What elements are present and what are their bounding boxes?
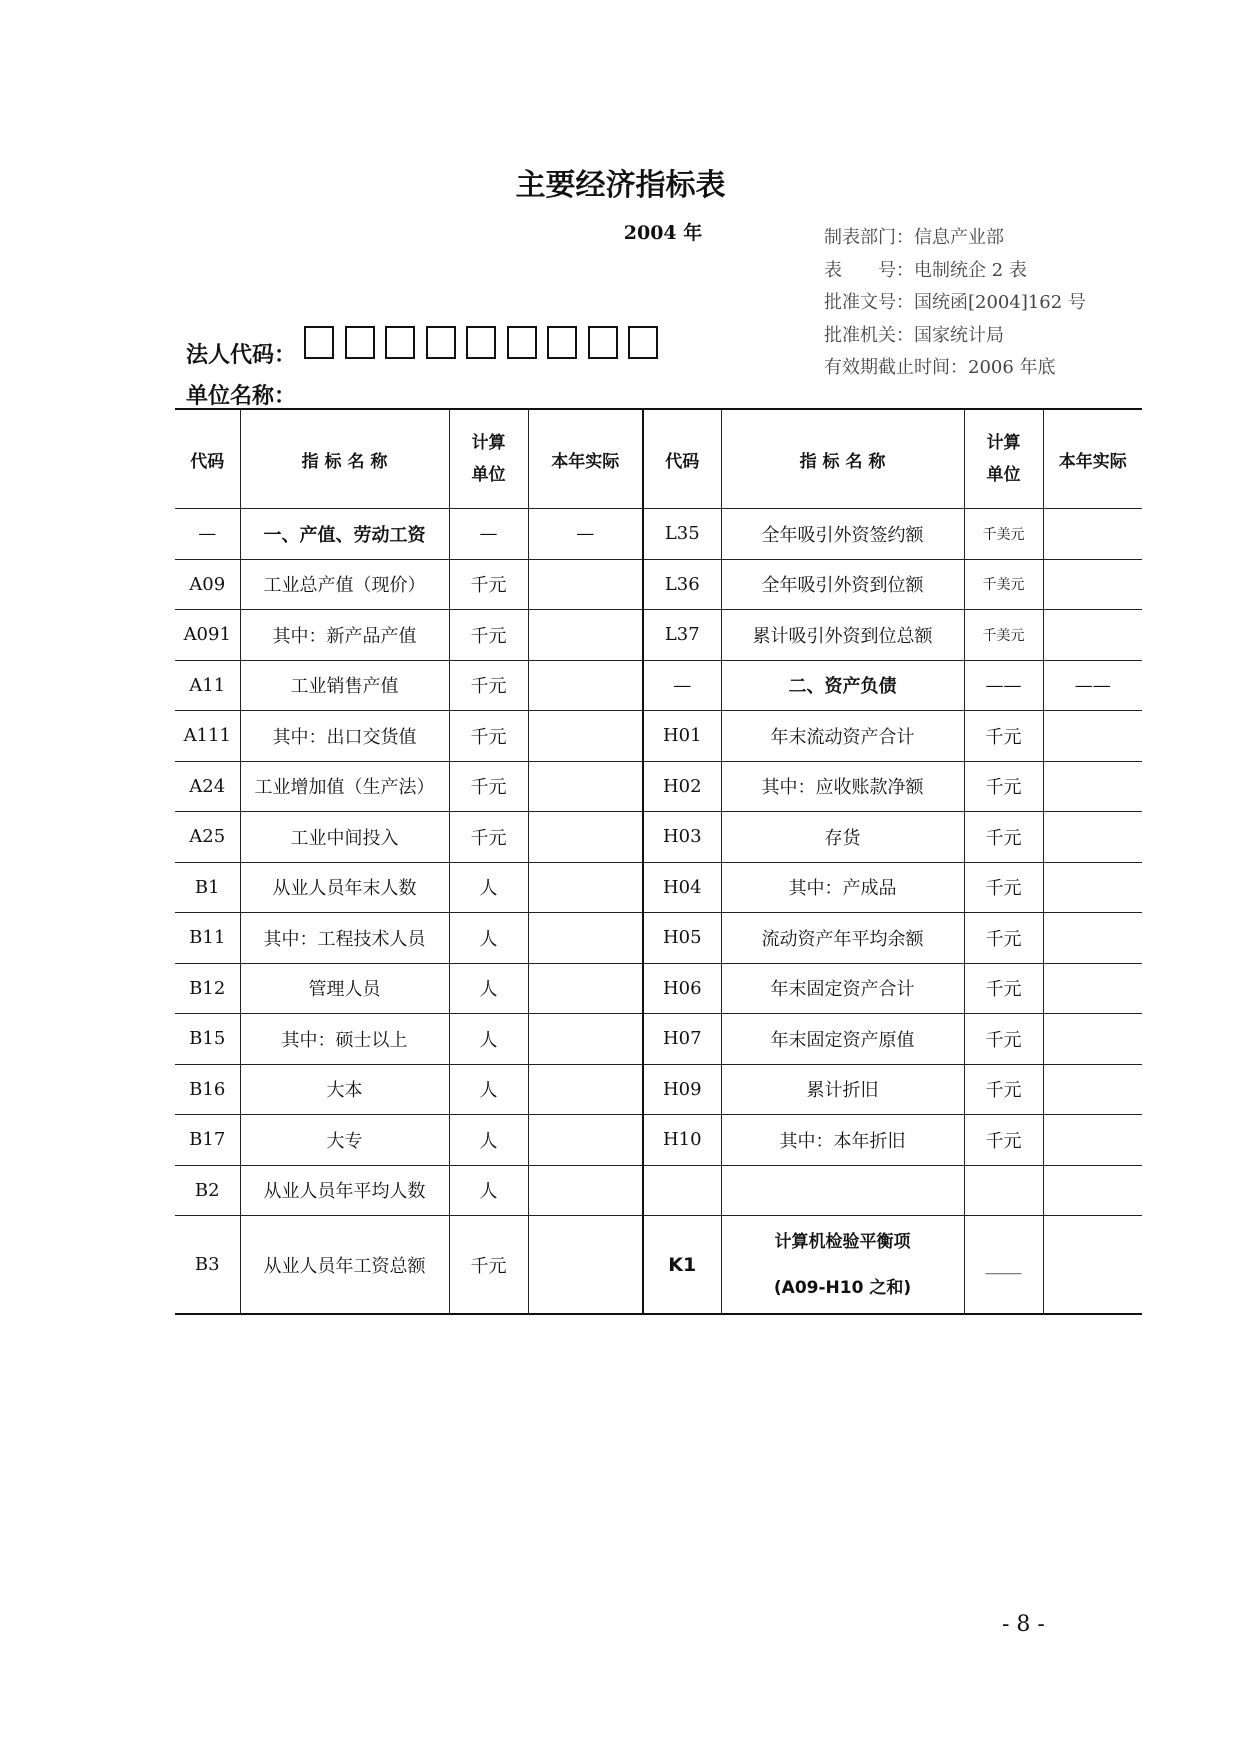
left-actual-cell[interactable]: — <box>528 509 643 560</box>
header-unit-line1: 计算 <box>986 433 1021 453</box>
legal-code-digit-box[interactable] <box>385 326 415 359</box>
right-name-cell: 其中：产成品 <box>721 862 964 913</box>
table-header-row <box>175 409 1142 509</box>
right-code-cell: H09 <box>643 1064 721 1115</box>
table-row <box>175 509 1142 560</box>
meta-key: 批准文号： <box>824 292 914 313</box>
left-code-cell: — <box>175 509 240 560</box>
left-actual-cell[interactable] <box>528 812 643 863</box>
right-code-cell: H05 <box>643 913 721 964</box>
right-unit-cell: 千美元 <box>964 509 1043 560</box>
page-title: 主要经济指标表 <box>515 168 726 203</box>
left-name-cell: 大专 <box>240 1115 449 1166</box>
right-code-cell: H10 <box>643 1115 721 1166</box>
table-row <box>175 963 1142 1014</box>
left-actual-cell[interactable] <box>528 1064 643 1115</box>
right-name-cell <box>721 1165 964 1216</box>
right-code-cell <box>643 1165 721 1216</box>
left-name-cell: 从业人员年平均人数 <box>240 1165 449 1216</box>
table-row <box>175 1165 1142 1216</box>
page-number: - 8 - <box>1002 1612 1045 1637</box>
left-code-cell: A111 <box>175 711 240 762</box>
left-actual-cell[interactable] <box>528 711 643 762</box>
meta-value: 电制统企 2 表 <box>914 259 1027 281</box>
header-unit <box>449 409 528 509</box>
meta-expiry <box>824 355 1086 388</box>
table-row <box>175 610 1142 661</box>
left-code-cell: B17 <box>175 1115 240 1166</box>
right-code-cell: H07 <box>643 1014 721 1065</box>
left-actual-cell[interactable] <box>528 1115 643 1166</box>
form-meta-block <box>824 225 1086 388</box>
left-code-cell: B1 <box>175 862 240 913</box>
right-unit-cell: 千元 <box>964 812 1043 863</box>
header-unit-line2: 单位 <box>986 465 1021 485</box>
meta-approval-authority <box>824 323 1086 356</box>
right-code-cell: H04 <box>643 862 721 913</box>
left-unit-cell: 人 <box>449 963 528 1014</box>
legal-code-digit-box[interactable] <box>304 326 334 359</box>
left-actual-cell[interactable] <box>528 761 643 812</box>
left-unit-cell: 千元 <box>449 761 528 812</box>
left-unit-cell: 千元 <box>449 559 528 610</box>
right-actual-cell[interactable] <box>1043 1216 1142 1315</box>
left-name-cell: 从业人员年工资总额 <box>240 1216 449 1315</box>
meta-key: 制表部门： <box>824 227 914 248</box>
left-unit-cell: 千元 <box>449 1216 528 1315</box>
right-name-cell: 累计折旧 <box>721 1064 964 1115</box>
right-actual-cell[interactable] <box>1043 610 1142 661</box>
table-row <box>175 862 1142 913</box>
left-name-cell: 从业人员年末人数 <box>240 862 449 913</box>
right-unit-cell: 千元 <box>964 1064 1043 1115</box>
legal-code-digit-box[interactable] <box>345 326 375 359</box>
left-unit-cell: 千元 <box>449 711 528 762</box>
right-actual-cell[interactable] <box>1043 711 1142 762</box>
table-row <box>175 761 1142 812</box>
right-unit-cell: 千元 <box>964 913 1043 964</box>
right-unit-cell: 千元 <box>964 1115 1043 1166</box>
table-row <box>175 1115 1142 1166</box>
left-name-cell: 工业销售产值 <box>240 660 449 711</box>
left-actual-cell[interactable] <box>528 862 643 913</box>
left-unit-cell: 人 <box>449 1165 528 1216</box>
right-name-cell: 其中：应收账款净额 <box>721 761 964 812</box>
left-name-cell: 工业增加值（生产法） <box>240 761 449 812</box>
left-code-cell: A11 <box>175 660 240 711</box>
left-name-cell: 其中：工程技术人员 <box>240 913 449 964</box>
right-name-cell: 全年吸引外资签约额 <box>721 509 964 560</box>
meta-form-number <box>824 258 1086 291</box>
right-actual-cell[interactable] <box>1043 509 1142 560</box>
right-code-cell: K1 <box>643 1216 721 1315</box>
legal-code-digit-box[interactable] <box>547 326 577 359</box>
right-actual-cell[interactable] <box>1043 1115 1142 1166</box>
left-name-cell: 其中：出口交货值 <box>240 711 449 762</box>
check-item-note: (A09-H10 之和) <box>773 1277 912 1298</box>
left-unit-cell: — <box>449 509 528 560</box>
table-row <box>175 660 1142 711</box>
meta-value: 信息产业部 <box>914 227 1004 248</box>
left-unit-cell: 千元 <box>449 660 528 711</box>
left-code-cell: A25 <box>175 812 240 863</box>
left-actual-cell[interactable] <box>528 1216 643 1315</box>
indicator-table <box>175 408 1142 1315</box>
left-actual-cell[interactable] <box>528 913 643 964</box>
right-unit-cell: 千元 <box>964 711 1043 762</box>
left-name-cell: 其中：新产品产值 <box>240 610 449 661</box>
right-code-cell: H01 <box>643 711 721 762</box>
unit-name-label: 单位名称： <box>186 384 297 409</box>
right-actual-cell[interactable]: —— <box>1043 660 1142 711</box>
legal-code-digit-box[interactable] <box>426 326 456 359</box>
left-code-cell: B11 <box>175 913 240 964</box>
right-name-cell: 全年吸引外资到位额 <box>721 559 964 610</box>
left-code-cell: A24 <box>175 761 240 812</box>
check-item-title: 计算机检验平衡项 <box>774 1231 911 1252</box>
right-unit-cell: 千元 <box>964 1014 1043 1065</box>
right-code-cell: L36 <box>643 559 721 610</box>
right-name-cell: 流动资产年平均余额 <box>721 913 964 964</box>
right-unit-cell: 千元 <box>964 862 1043 913</box>
header-actual: 本年实际 <box>528 409 643 509</box>
table-row <box>175 1064 1142 1115</box>
left-actual-cell[interactable] <box>528 660 643 711</box>
meta-key: 有效期截止时间： <box>824 357 968 378</box>
left-name-cell: 管理人员 <box>240 963 449 1014</box>
left-code-cell: B12 <box>175 963 240 1014</box>
right-unit-cell <box>964 1165 1043 1216</box>
left-code-cell: B15 <box>175 1014 240 1065</box>
left-name-cell: 工业总产值（现价） <box>240 559 449 610</box>
meta-key: 批准机关： <box>824 324 914 346</box>
left-code-cell: A09 <box>175 559 240 610</box>
right-actual-cell[interactable] <box>1043 862 1142 913</box>
table-row <box>175 913 1142 964</box>
right-actual-cell[interactable] <box>1043 913 1142 964</box>
left-code-cell: B3 <box>175 1216 240 1315</box>
left-code-cell: B2 <box>175 1165 240 1216</box>
right-actual-cell[interactable] <box>1043 1064 1142 1115</box>
right-name-cell <box>721 1216 964 1315</box>
legal-code-digit-box[interactable] <box>507 326 537 359</box>
left-name-cell: 一、产值、劳动工资 <box>240 509 449 560</box>
right-unit-cell: 千美元 <box>964 610 1043 661</box>
right-unit-cell: 千元 <box>964 963 1043 1014</box>
right-name-cell: 其中：本年折旧 <box>721 1115 964 1166</box>
header-unit-line1: 计算 <box>471 433 506 453</box>
left-actual-cell[interactable] <box>528 1165 643 1216</box>
table-row <box>175 812 1142 863</box>
header-unit-line2: 单位 <box>471 465 506 485</box>
header-name: 指 标 名 称 <box>721 409 964 509</box>
left-unit-cell: 人 <box>449 1064 528 1115</box>
right-name-cell: 年末流动资产合计 <box>721 711 964 762</box>
right-actual-cell[interactable] <box>1043 812 1142 863</box>
meta-value: 国家统计局 <box>914 324 1004 346</box>
right-name-cell: 存货 <box>721 812 964 863</box>
legal-code-digit-box[interactable] <box>588 326 618 359</box>
meta-approval-document <box>824 290 1086 323</box>
right-actual-cell[interactable] <box>1043 761 1142 812</box>
legal-code-label: 法人代码： <box>186 343 297 368</box>
right-code-cell: L37 <box>643 610 721 661</box>
left-name-cell: 其中：硕士以上 <box>240 1014 449 1065</box>
right-unit-cell: 千元 <box>964 761 1043 812</box>
right-name-cell: 累计吸引外资到位总额 <box>721 610 964 661</box>
right-code-cell: H06 <box>643 963 721 1014</box>
right-actual-cell[interactable] <box>1043 1165 1142 1216</box>
legal-code-digit-box[interactable] <box>628 326 658 359</box>
report-year: 2004 年 <box>623 222 703 244</box>
left-unit-cell: 千元 <box>449 610 528 661</box>
right-name-cell: 年末固定资产合计 <box>721 963 964 1014</box>
right-unit-cell: ____ <box>964 1216 1043 1315</box>
table-row <box>175 711 1142 762</box>
left-name-cell: 大本 <box>240 1064 449 1115</box>
right-name-cell: 二、资产负债 <box>721 660 964 711</box>
left-code-cell: A091 <box>175 610 240 661</box>
left-unit-cell: 人 <box>449 1014 528 1065</box>
left-actual-cell[interactable] <box>528 963 643 1014</box>
header-code: 代码 <box>643 409 721 509</box>
left-unit-cell: 人 <box>449 1115 528 1166</box>
meta-value: 国统函[2004]162 号 <box>914 292 1086 313</box>
right-name-cell: 年末固定资产原值 <box>721 1014 964 1065</box>
left-actual-cell[interactable] <box>528 1014 643 1065</box>
meta-issuing-department <box>824 225 1086 258</box>
header-unit <box>964 409 1043 509</box>
right-unit-cell: —— <box>964 660 1043 711</box>
left-actual-cell[interactable] <box>528 559 643 610</box>
left-actual-cell[interactable] <box>528 610 643 661</box>
right-actual-cell[interactable] <box>1043 963 1142 1014</box>
right-code-cell: — <box>643 660 721 711</box>
right-code-cell: H02 <box>643 761 721 812</box>
legal-code-boxes <box>304 326 658 359</box>
right-code-cell: H03 <box>643 812 721 863</box>
table-row <box>175 1014 1142 1065</box>
left-unit-cell: 人 <box>449 913 528 964</box>
legal-code-digit-box[interactable] <box>466 326 496 359</box>
table-row <box>175 1216 1142 1315</box>
meta-key: 表 号： <box>824 259 914 281</box>
right-unit-cell: 千美元 <box>964 559 1043 610</box>
header-name: 指 标 名 称 <box>240 409 449 509</box>
left-unit-cell: 千元 <box>449 812 528 863</box>
right-code-cell: L35 <box>643 509 721 560</box>
left-code-cell: B16 <box>175 1064 240 1115</box>
right-actual-cell[interactable] <box>1043 559 1142 610</box>
meta-value: 2006 年底 <box>968 357 1056 378</box>
header-code: 代码 <box>175 409 240 509</box>
table-row <box>175 559 1142 610</box>
left-name-cell: 工业中间投入 <box>240 812 449 863</box>
right-actual-cell[interactable] <box>1043 1014 1142 1065</box>
header-actual: 本年实际 <box>1043 409 1142 509</box>
left-unit-cell: 人 <box>449 862 528 913</box>
